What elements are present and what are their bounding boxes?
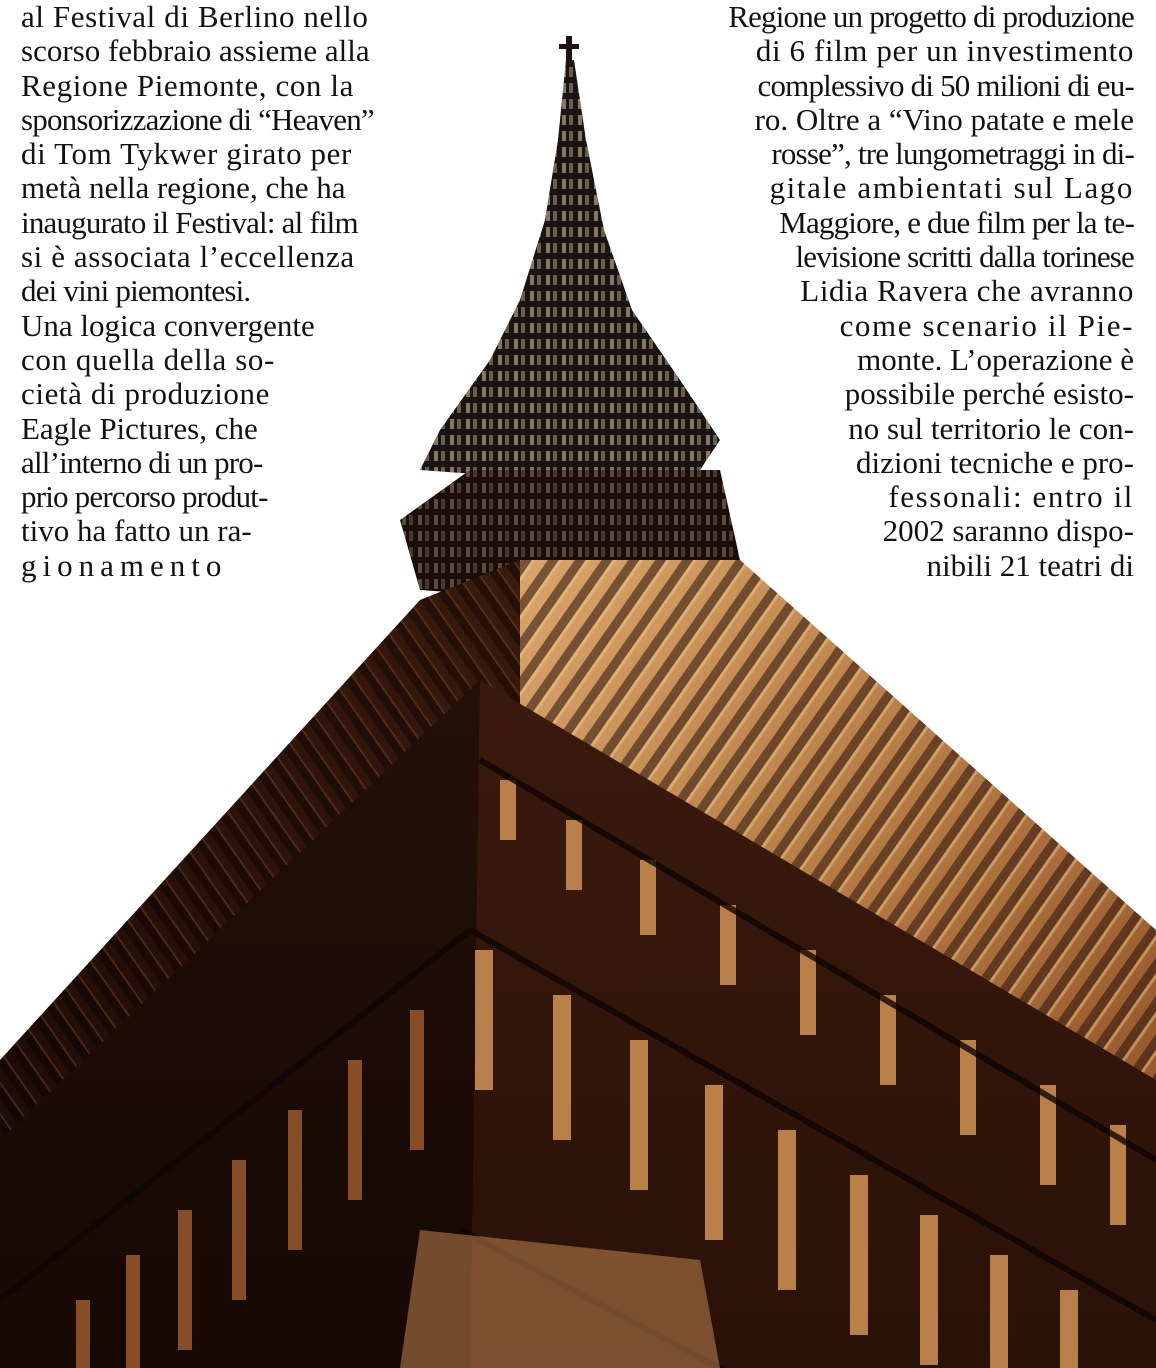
right-line-10: come scenario il Pie-: [839, 307, 1134, 343]
right-line-14: dizioni tecniche e pro-: [855, 444, 1134, 480]
right-line-4: ro. Oltre a “Vino patate e mele: [754, 101, 1134, 137]
left-line-13: Eagle Pictures, che: [21, 410, 258, 446]
right-line-2: di 6 film per un investimento: [755, 33, 1134, 69]
right-line-1: Regione un progetto di produzione: [728, 0, 1134, 34]
right-line-5: rosse”, tre lungometraggi in di-: [771, 136, 1134, 172]
right-line-3: complessivo di 50 milioni di eu-: [757, 67, 1134, 103]
right-line-8: levisione scritti dalla torinese: [795, 239, 1134, 275]
left-line-17: gionamento: [21, 547, 228, 583]
right-line-13: no sul territorio le con-: [848, 410, 1134, 446]
left-line-14: all’interno di un pro-: [21, 444, 263, 480]
left-line-10: Una logica convergente: [21, 307, 315, 343]
left-line-8: si è associata l’eccellenza: [21, 239, 355, 275]
right-line-6: gitale ambientati sul Lago: [769, 170, 1134, 206]
left-line-12: cietà di produzione: [21, 376, 270, 412]
right-line-11: monte. L’operazione è: [857, 341, 1134, 377]
left-line-5: di Tom Tykwer girato per: [21, 136, 352, 172]
right-text-column: [614, 0, 1134, 583]
left-line-15: prio percorso produt-: [21, 479, 268, 515]
left-line-11: con quella della so-: [21, 341, 275, 377]
right-line-12: possibile perché esisto-: [844, 376, 1134, 412]
left-line-3: Regione Piemonte, con la: [21, 67, 354, 103]
left-line-2: scorso febbraio assieme alla: [21, 33, 370, 69]
right-line-17: nibili 21 teatri di: [926, 547, 1134, 583]
left-line-1: al Festival di Berlino nello: [21, 0, 369, 34]
right-line-7: Maggiore, e due film per la te-: [779, 204, 1134, 240]
left-line-7: inaugurato il Festival: al film: [21, 204, 358, 240]
left-line-6: metà nella regione, che ha: [21, 170, 346, 206]
left-text-column: [21, 0, 491, 583]
left-line-4: sponsorizzazione di “Heaven”: [21, 101, 374, 137]
right-line-9: Lidia Ravera che avranno: [800, 273, 1134, 309]
right-line-15: fessonali: entro il: [888, 479, 1134, 515]
right-line-16: 2002 saranno dispo-: [882, 513, 1134, 549]
left-line-16: tivo ha fatto un ra-: [21, 513, 252, 549]
left-line-9: dei vini piemontesi.: [21, 273, 251, 309]
